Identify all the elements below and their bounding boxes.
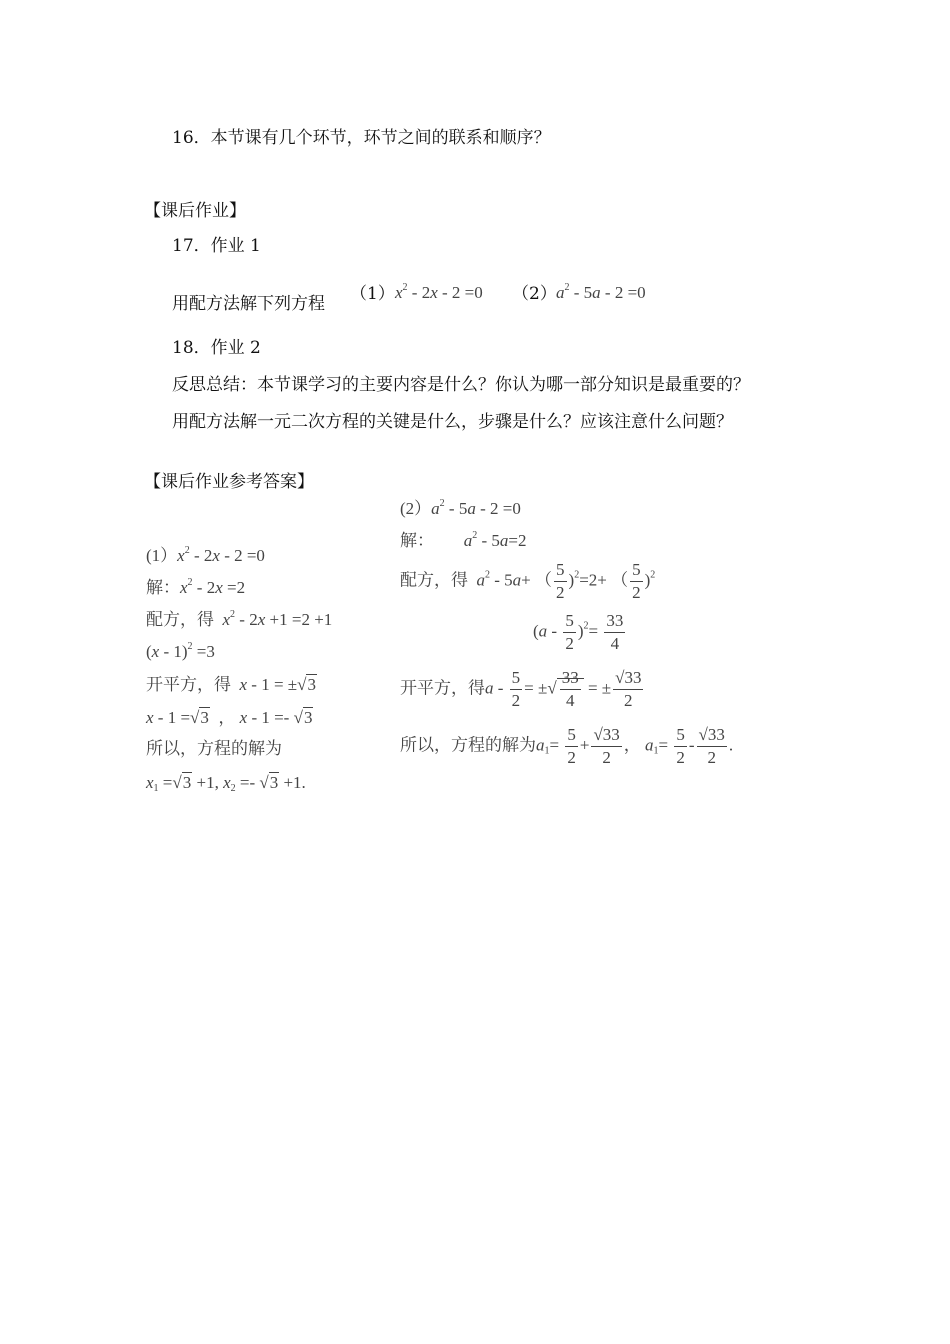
question-17-text: 用配方法解下列方程 — [172, 294, 325, 314]
solution-1-step-peifang: 配方，得 $x^2 - 2x +1 =2 +1$ — [146, 609, 333, 629]
solution-2-step-jie: 解： $a^2 - 5a=2$ — [400, 530, 527, 550]
question-17: 17．作业 1 — [172, 236, 261, 256]
answers-heading: 【课后作业参考答案】 — [144, 472, 314, 492]
solution-2-label: (2） — [400, 499, 432, 518]
question-16: 16．本节课有几个环节，环节之间的联系和顺序？ — [172, 128, 551, 148]
reflection-line-1: 反思总结：本节课学习的主要内容是什么？你认为哪一部分知识是最重要的？ — [172, 375, 750, 395]
homework-heading: 【课后作业】 — [144, 201, 246, 221]
solution-1-step-jie: 解：$x^2 - 2x =2$ — [146, 577, 246, 597]
question-17-part2-label: （2） — [512, 284, 557, 304]
solution-1-step-split: x - 1 =√3 ， x - 1 =- √3 — [146, 708, 313, 727]
solution-2-step-kai: 开平方，得a - $\frac{5}{2}$ = ±√ $\frac{33}{4}$ = ± $\frac{√33}{2}$ — [400, 668, 642, 710]
solution-1-label: (1） — [146, 546, 178, 565]
solution-1-step-square: (x - 1)$^2$ =3 — [146, 641, 215, 661]
solution-2-step-square: (a - $\frac{5}{2}$ )$^2$= $\frac{33}{4}$ — [533, 611, 624, 653]
solution-1-conclusion: 所以，方程的解为 — [146, 739, 282, 758]
solution-2-equation: $(2)a^2 - 5a - 2 =0$ — [400, 498, 521, 518]
solution-1-roots: $x_1 =√3 +1$, $x_2 =- √3 +1$. — [146, 773, 306, 794]
question-18: 18．作业 2 — [172, 338, 261, 358]
solution-2-roots: 所以，方程的解为$a_1=$ $\frac{5}{2}$ + $\frac{√33}{2}$ ， $a_1=$ $\frac{5}{2}$ - $\frac{√33}{2}$ . — [400, 725, 734, 767]
solution-2-step-peifang: 配方，得 $a^2 - 5a+$ （ $\frac{5}{2}$ )$^2$=2+ （ $\frac{5}{2}$ )$^2$ — [400, 560, 656, 602]
solution-1-step-kai: 开平方，得 x - 1 = ±√3 — [146, 675, 316, 694]
question-17-equation-1: $x^2 - 2x - 2 =0$ — [395, 282, 483, 302]
question-17-equation-2: $a^2 - 5a - 2 =0$ — [556, 282, 646, 302]
solution-1-equation: $(1)x^2 - 2x - 2 =0$ — [146, 545, 265, 565]
question-17-part1-label: （1） — [350, 284, 395, 304]
reflection-line-2: 用配方法解一元二次方程的关键是什么，步骤是什么？应该注意什么问题？ — [172, 412, 733, 432]
